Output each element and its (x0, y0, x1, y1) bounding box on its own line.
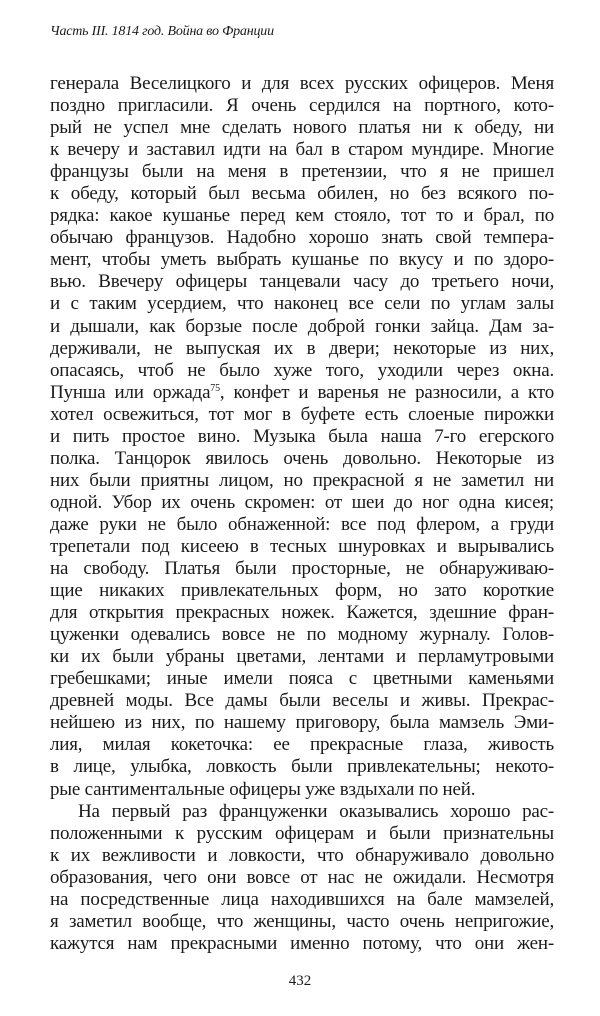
text-fragment: Пунша или оржада (50, 381, 211, 403)
text-line: держивали, не выпуская их в двери; некоторые из них, (50, 337, 554, 359)
text-line: и дышали, как борзые после доброй гонки зайца. Дам за- (50, 315, 554, 337)
text-line: трепетали под кисеею в тесных шнуровках и вырывались (50, 535, 554, 557)
text-line-with-footnote (50, 382, 554, 404)
text-line: на свободу. Платья были просторные, не обнаруживаю- (50, 558, 554, 580)
text-line: вью. Ввечеру офицеры танцевали часу до третьего ночи, (50, 271, 554, 293)
footnote-reference[interactable]: 75 (210, 382, 220, 394)
page-number: 432 (288, 973, 312, 989)
text-line: лия, милая кокеточка: ее прекрасные глаза, живость (50, 734, 554, 756)
text-line: рый не успел мне сделать нового платья ни к обеду, ни (50, 117, 554, 139)
text-line: нейшею из них, по нашему приговору, была мамзель Эми- (50, 712, 554, 734)
text-line: в лице, улыбка, ловкость были привлекательны; некото- (50, 756, 554, 778)
text-line: и с таким усердием, что наконец все сели по углам залы (50, 293, 554, 315)
text-line: древней моды. Все дамы были веселы и живы. Прекрас- (50, 690, 554, 712)
text-line: мент, чтобы уметь выбрать кушанье по вкусу и по здоро- (50, 249, 554, 271)
text-line: положенными к русским офицерам и были признательны (50, 822, 554, 844)
text-line: На первый раз француженки оказывались хорошо рас- (78, 800, 554, 822)
text-line: я заметил вообще, что женщины, часто очень непригожие, (50, 910, 554, 932)
text-line: к вечеру и заставил идти на бал в старом мундире. Многие (50, 139, 554, 161)
text-line: рядка: какое кушанье перед кем стояло, тот то и брал, по (50, 205, 554, 227)
text-line: рые сантиментальные офицеры уже вздыхали по ней. (50, 778, 476, 800)
text-line: даже руки не было обнаженной: все под флером, а груди (50, 513, 554, 535)
paragraph-2 (50, 801, 554, 955)
text-line: генерала Веселицкого и для всех русских офицеров. Меня (50, 73, 554, 94)
text-line: опасаясь, чтоб не было хуже того, уходили через окна. (50, 359, 554, 381)
body-text (50, 73, 554, 955)
text-line: образования, чего они вовсе от нас не ожидали. Несмотря (50, 866, 554, 888)
paragraph-1 (50, 73, 554, 801)
text-line: гребешками; иные имели пояса с цветными каменьями (50, 668, 554, 690)
text-line: кажутся нам прекрасными именно потому, что они жен- (50, 932, 554, 954)
text-fragment: , конфет и варенья не разносили, а кто (219, 381, 554, 403)
text-line: щие никаких привлекательных форм, но зато короткие (50, 580, 554, 602)
text-line: на посредственные лица находившихся на бале мамзелей, (50, 888, 554, 910)
text-line: и пить простое вино. Музыка была наша 7-го егерского (50, 425, 554, 447)
text-line: полка. Танцорок явилось очень довольно. Некоторые из (50, 447, 554, 469)
text-line: них были приятны лицом, но прекрасной я не заметил ни (50, 469, 554, 491)
text-line: цуженки одевались вовсе не по модному журналу. Голов- (50, 624, 554, 646)
text-line: хотел освежиться, тот мог в буфете есть слоеные пирожки (50, 403, 554, 425)
text-line: поздно пригласили. Я очень сердился на портного, кото- (50, 95, 554, 117)
running-header: Часть III. 1814 год. Война во Франции (50, 24, 274, 39)
text-line: к обеду, который был весьма обилен, но без всякого по- (50, 183, 554, 205)
text-line: французы были на меня в претензии, что я не пришел (50, 161, 554, 183)
text-line: обычаю французов. Надобно хорошо знать свой темпера- (50, 227, 554, 249)
text-line: одной. Убор их очень скромен: от шеи до ног одна кисея; (50, 491, 554, 513)
text-line: к их вежливости и ловкости, что обнаруживало довольно (50, 844, 554, 866)
text-line: ки их были убраны цветами, лентами и перламутровыми (50, 646, 554, 668)
text-line: для открытия прекрасных ножек. Кажется, здешние фран- (50, 602, 554, 624)
